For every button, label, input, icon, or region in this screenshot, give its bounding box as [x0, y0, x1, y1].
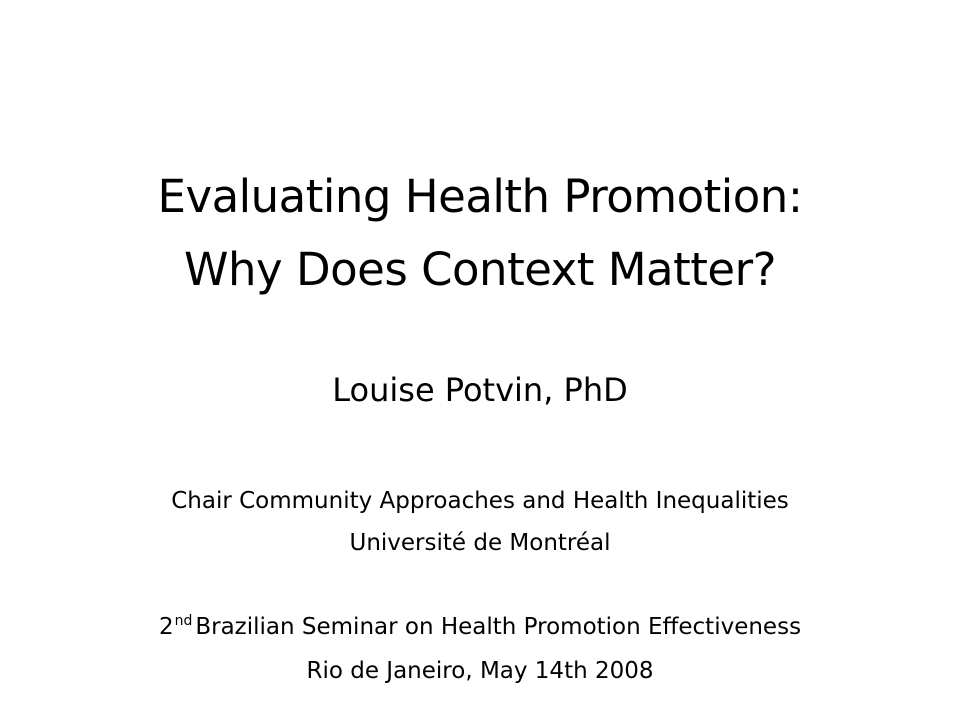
university-name: Université de Montréal	[349, 530, 611, 556]
title-line-2: Why Does Context Matter?	[184, 243, 776, 296]
seminar-ordinal-suffix: nd	[174, 613, 193, 629]
location-date: Rio de Janeiro, May 14th 2008	[306, 658, 654, 684]
title-line-1: Evaluating Health Promotion:	[157, 170, 803, 223]
author-name: Louise Potvin, PhD	[332, 371, 628, 409]
affiliation	[0, 480, 960, 564]
chair-name: Chair Community Approaches and Health Inequalities	[171, 488, 789, 514]
event-info	[0, 605, 960, 693]
seminar-line	[0, 605, 960, 649]
slide-title	[0, 160, 960, 306]
seminar-ordinal-number: 2	[158, 614, 174, 640]
seminar-name: Brazilian Seminar on Health Promotion Effectiveness	[195, 614, 802, 640]
